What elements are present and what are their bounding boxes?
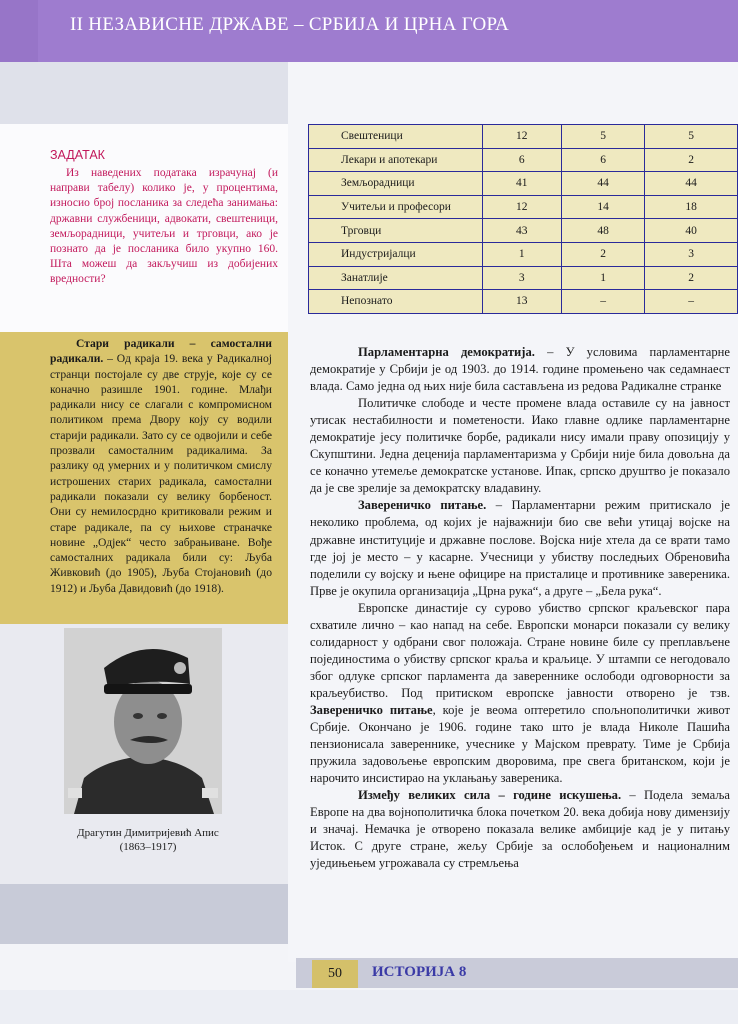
table-cell: 6 [561,148,644,172]
book-title: ИСТОРИЈА 8 [372,964,467,980]
paragraph-text: Европске династије су сурово убиство српског краљевског пара схватиле лично – као напад на себе. Европски монарси показали су велику солидарност у одбрани свог положаја. Стране новине биле су преплављене појединостима о убиству српског краља и краљице. У штампи се негодовало због одлуке српског парламента да завереннике ослободи одговорности за краљеубиство. Под притиском европске јавности отворено је тзв. [310,600,730,700]
occupation-table [308,124,738,314]
table-cell-label: Свештеници [309,125,483,149]
caption-name: Драгутин Димитријевић Апис [77,827,219,839]
table-cell: 12 [482,195,561,219]
paragraph-heading: Завереничко питање. [358,498,487,513]
paragraph-text: – Парламентарни режим притискало је неколико проблема, од којих је најважнији био све већи утицај војске на државне институције и државне послове. Војска није хтела да се врати тамо где јој је место – у касарне. Учесници у убиству последњих Обреновића поделили су војску и њене официре на присталице и противнике завереника. Прве је окупила организација „Црна рука“, а друге – „Бела рука“. [310,498,730,598]
task-text: Из наведених података израчунај (и направи табелу) колико је, у процентима, износио број посланика за следећа занимања: државни службеници, адвокати, свештеници, земљорадници, учитељи и трговци, ако је познато да је посланика било укупно 160. Шта можеш да закључиш из добијених вредности? [50,167,278,286]
paragraph-heading: Између великих сила – године искушења. [358,788,622,803]
table-row [309,172,738,196]
paragraph [310,497,730,599]
paragraph-text: – Подела земаља Европе на два војнополитичка блока почетком 20. века добија нову димензију и значај. Немачка је отворено показала велике амбиције кад је у питању Исток. С друге стране, жељу Србије за ослобођењем и националним уједињењем угрожавала су стремљења [310,788,730,871]
portrait-illustration [64,628,222,814]
table-cell: 18 [645,195,738,219]
paragraph-heading: Парламентарна демократија. [358,345,535,359]
table-cell: 3 [645,242,738,266]
table-cell: 1 [561,266,644,290]
paragraph-text: , које је веома оптеретило спољнополитички живот Србије. Окончано је 1906. године тако што је влада Николе Пашића пензионисала завереннике, учеснике у Мајском преврату. Тиме је Србија пружила задовољење европским дворовима, пре свега британском, који је нарочито инсистирао на уклањању завереника. [310,702,730,786]
table-cell: 44 [645,172,738,196]
table-cell: 6 [482,148,561,172]
paragraph-text: – У условима парламентарне демократије у Србији је од 1903. до 1914. године промењено чак седамнаест влада. Само једна од њих није била састављена из редова Радикалне странке [310,345,730,394]
table-cell-label: Лекари и апотекари [309,148,483,172]
table-row [309,266,738,290]
table-cell: 14 [561,195,644,219]
page-number: 50 [312,960,358,988]
task-title: ЗАДАТАК [50,148,105,162]
table-cell-label: Трговци [309,219,483,243]
sidebar-text [50,336,272,596]
table-cell: 3 [482,266,561,290]
table-cell: 1 [482,242,561,266]
table-cell: 43 [482,219,561,243]
table-cell: 13 [482,290,561,314]
table-cell: 41 [482,172,561,196]
paragraph [310,787,730,872]
decorative-block [0,884,288,944]
table-row [309,290,738,314]
table-cell-label: Учитељи и професори [309,195,483,219]
bottom-margin [0,990,738,1024]
table-cell: 2 [645,266,738,290]
table-cell-label: Занатлије [309,266,483,290]
table-cell: 12 [482,125,561,149]
table-cell: 44 [561,172,644,196]
table-row [309,148,738,172]
paragraph [310,600,730,788]
article-body [310,344,730,872]
table-cell: 5 [561,125,644,149]
table-cell: 2 [561,242,644,266]
table-cell-label: Непознато [309,290,483,314]
inline-term: Завереничко питање [310,702,433,717]
sidebar-heading: Стари радикали – самостални радикали. [50,337,272,366]
photo-caption [40,826,256,854]
portrait-photo [64,628,222,814]
table-row [309,219,738,243]
footer-strip [296,958,738,988]
table-cell: 40 [645,219,738,243]
table-cell-label: Земљорадници [309,172,483,196]
caption-years: (1863–1917) [119,841,177,853]
table-cell: 5 [645,125,738,149]
chapter-title: II НЕЗАВИСНЕ ДРЖАВЕ – СРБИЈА И ЦРНА ГОРА [70,14,510,35]
table-row [309,242,738,266]
table-cell: 2 [645,148,738,172]
table-cell: – [561,290,644,314]
table-cell: – [645,290,738,314]
sidebar-body: – Од краја 19. века у Радикалној странци постојале су две струје, које су се коначно разишле 1901. године. Млађи радикали нису се слагали с компромисном политиком према Двору коју су водили старији радикали. Зато су се одвојили и себе прозвали самосталним радикалима. За разлику од умерних и у политичком смислу истрошених старих радикала, самостални радикали показали су велику борбеност. Они су немилосрдно критиковали режим и старе радикале, па су њихове страначке новине „Одјек“ често забрањиване. Вође самосталних радикала били су: Љуба Живковић (до 1905), Љуба Стојановић (до 1912) и Љуба Давидовић (до 1918). [50,352,272,595]
paragraph [310,395,730,497]
paragraph-text: Политичке слободе и честе промене влада оставиле су на јавност утисак нестабилности и пометености. Иако главне одлике парламентарне демократије јесу политичке борбе, радикали нису имали праву опозицију у Скупштини. Једна деценија парламентаризма у Србији није била довољна да се коначно утемеље демократске установе. Ипак, српско друштво је показало да је све зрелије за демократску владавину. [310,396,730,496]
table-row [309,125,738,149]
table-row [309,195,738,219]
table-cell-label: Индустријалци [309,242,483,266]
table-cell: 48 [561,219,644,243]
decorative-stripe [0,62,288,124]
paragraph [310,344,730,395]
